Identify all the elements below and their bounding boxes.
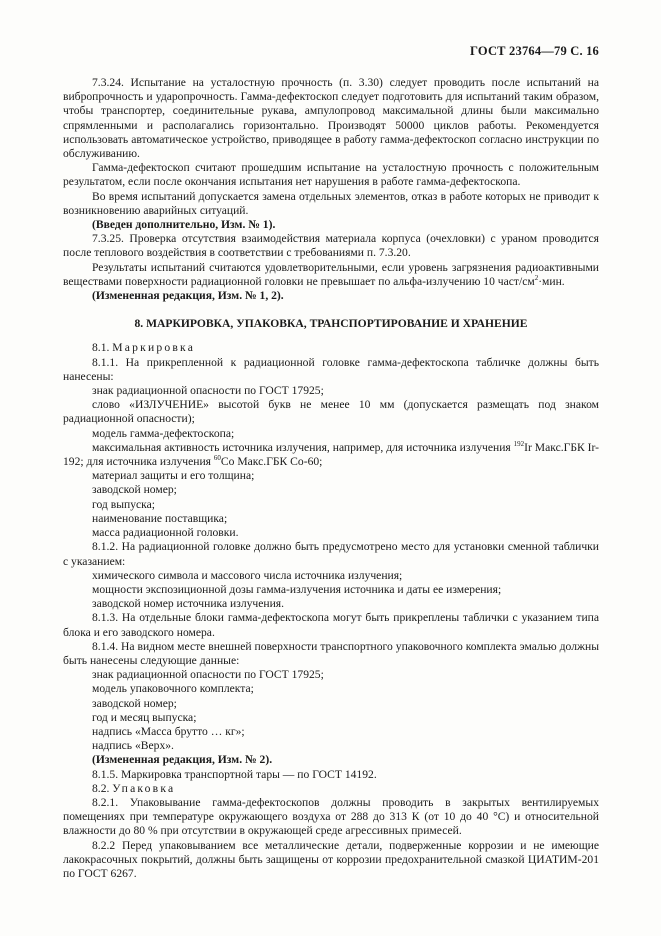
list-item: химического символа и массового числа источника излучения; (92, 568, 403, 582)
list-item: год и месяц выпуска; (92, 710, 197, 724)
subsection-8-2-number: 8.2. (92, 781, 110, 795)
paragraph-replacement: Во время испытаний допускается замена отдельных элементов, отказ в работе которых не приводит к возникновению аварийных ситуаций. (63, 189, 599, 217)
activity-text-b: Ir Макс.ГБК Ir-192; для источника излучения (63, 440, 599, 469)
list-item: наименование поставщика; (92, 511, 228, 525)
list-item: надпись «Масса брутто … кг»; (92, 724, 245, 738)
list-item: материал защиты и его толщина; (92, 469, 255, 483)
list-item: надпись «Верх». (92, 739, 174, 753)
subsection-8-2 (63, 782, 599, 796)
list-item-activity (63, 441, 599, 469)
list-item: мощности экспозиционной дозы гамма-излучения источника и даты ее измерения; (92, 582, 502, 596)
paragraph-8-1-2: 8.1.2. На радиационной головке должно быть предусмотрено место для установки сменной таблички с указанием: (63, 540, 599, 568)
amendment-note-2: (Измененная редакция, Изм. № 1, 2). (92, 289, 284, 303)
paragraph-8-1-5: 8.1.5. Маркировка транспортной тары — по ГОСТ 14192. (92, 767, 377, 781)
page-header: ГОСТ 23764—79 С. 16 (470, 44, 599, 58)
list-item: модель упаковочного комплекта; (92, 682, 254, 696)
paragraph-8-1-4: 8.1.4. На видном месте внешней поверхности транспортного упаковочного комплекта эмалью должны быть нанесены следующие данные: (63, 639, 599, 667)
paragraph-8-2-2: 8.2.2 Перед упаковыванием все металлические детали, подверженные коррозии и не имеющие лакокрасочных покрытий, должны быть защищены от коррозии предохранительной смазкой ЦИАТИМ-201 по ГОСТ 6267. (63, 838, 599, 880)
subsection-8-2-title: Упаковка (112, 781, 176, 795)
paragraph-8-2-1: 8.2.1. Упаковывание гамма-дефектоскопов должны проводить в закрытых вентилируемых помещениях при температуре окружающего воздуха от 288 до 313 К (от 10 до 40 °С) и относительной влажности до 80 % при отсутствии в окружающей среде агрессивных примесей. (63, 795, 599, 838)
list-item: знак радиационной опасности по ГОСТ 17925; (92, 384, 324, 398)
superscript-60: 60 (213, 454, 221, 463)
superscript-192: 192 (513, 440, 525, 449)
subsection-8-1-number: 8.1. (92, 341, 110, 355)
list-item: заводской номер; (92, 483, 177, 497)
subsection-8-1-title: Маркировка (112, 341, 196, 355)
list-item: заводской номер источника излучения. (92, 597, 285, 611)
list-item: знак радиационной опасности по ГОСТ 17925; (92, 668, 324, 682)
superscript-2: 2 (534, 273, 539, 282)
paragraph-fatigue-result: Гамма-дефектоскоп считают прошедшим испытание на усталостную прочность с положительным результатом, если после окончания испытания нет нарушения в работе гамма-дефектоскопа. (63, 161, 599, 189)
list-item: год выпуска; (92, 497, 155, 511)
paragraph-test-results (63, 261, 599, 289)
subsection-8-1 (63, 341, 599, 355)
section-8-heading: 8. МАРКИРОВКА, УПАКОВКА, ТРАНСПОРТИРОВАНИЕ И ХРАНЕНИЕ (134, 317, 528, 331)
list-item: масса радиационной головки. (92, 526, 239, 540)
activity-text-c: Со Макс.ГБК Со-60; (220, 455, 323, 469)
paragraph-7-3-24: 7.3.24. Испытание на усталостную прочность (п. 3.30) следует проводить после испытаний на вибропрочность и ударопрочность. Гамма-дефектоскоп следует подготовить для испытаний таким образом, чтобы транспортер, соединительные рукава, ампулопровод максимальной длины были максимально спрямленными и располагались горизонтально. Производят 50000 циклов работы. Рекомендуется использовать автоматическое устройство, приводящее в работу гамма-дефектоскоп согласно инструкции по обслуживанию. (63, 76, 599, 161)
test-results-end: ·мин. (538, 274, 565, 288)
list-item: заводской номер; (92, 696, 177, 710)
test-results-text: Результаты испытаний считаются удовлетворительными, если уровень загрязнения радиоактивными веществами поверхности радиационной головки не превышает по альфа-излучению 10 част/см (63, 260, 599, 288)
paragraph-8-1-1: 8.1.1. На прикрепленной к радиационной головке гамма-дефектоскопа табличке должны быть нанесены: (63, 355, 599, 383)
amendment-note-1: (Введен дополнительно, Изм. № 1). (92, 218, 276, 232)
paragraph-7-3-25: 7.3.25. Проверка отсутствия взаимодействия материала корпуса (очехловки) с ураном проводится после теплового воздействия в соответствии с требованиями п. 7.3.20. (63, 232, 599, 260)
paragraph-8-1-3: 8.1.3. На отдельные блоки гамма-дефектоскопа могут быть прикреплены таблички с указанием типа блока и его заводского номера. (63, 611, 599, 639)
list-item: слово «ИЗЛУЧЕНИЕ» высотой букв не менее 10 мм (допускается размещать под знаком радиационной опасности); (63, 398, 599, 426)
list-item: модель гамма-дефектоскопа; (92, 426, 235, 440)
amendment-note-3: (Измененная редакция, Изм. № 2). (92, 753, 273, 767)
activity-text-a: максимальная активность источника излучения, например, для источника излучения (92, 440, 514, 454)
